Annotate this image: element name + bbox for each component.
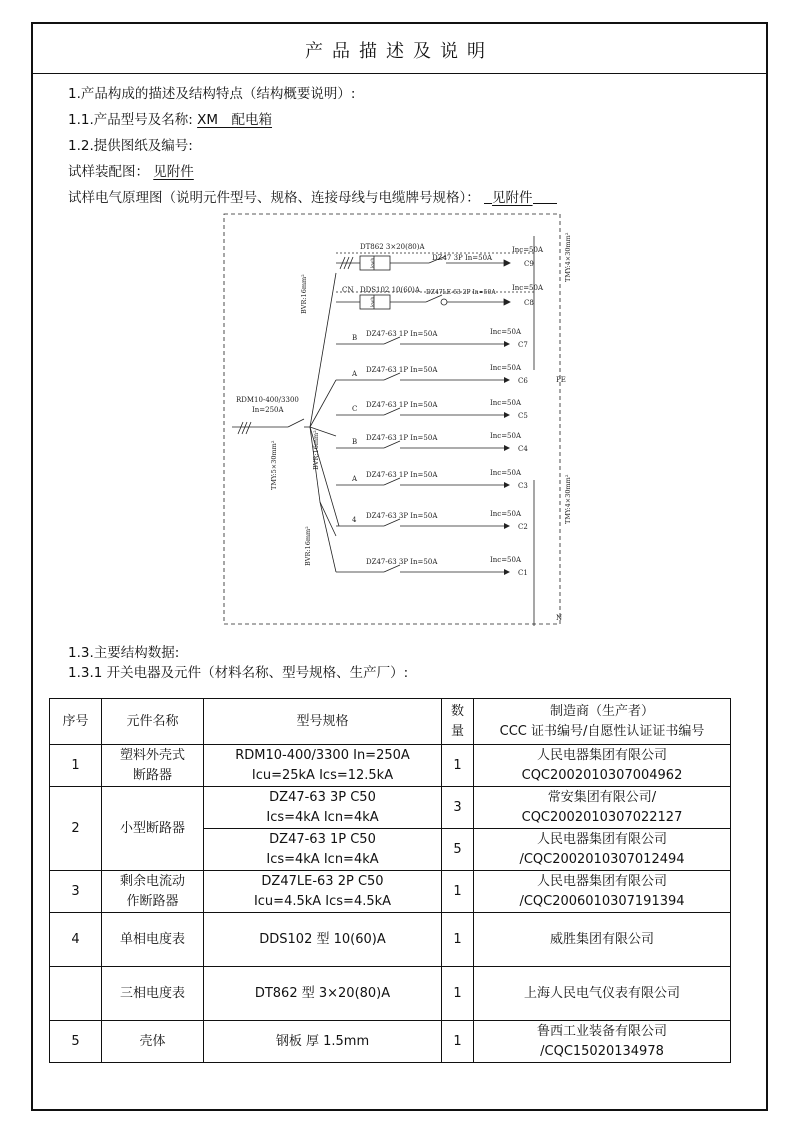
table-row: DZ47-63 1P C50 Ics=4kA Icn=4kA 5 人民电器集团有限公司 /CQC2002010307012494 [50, 829, 731, 871]
circuit-3-phase: C [352, 405, 358, 413]
circuit-1-phase: B [352, 334, 358, 342]
meter-2-phase: CN [342, 286, 354, 294]
circuit-6-phase: 4 [352, 516, 357, 524]
meter-2-label: DDS102 10(60)A [360, 286, 420, 294]
bvr-mid-label: BVR:16mm² [312, 430, 320, 470]
title-bar [33, 24, 766, 74]
circuit-5-phase: A [352, 475, 358, 483]
circuit-2-breaker: DZ47-63 1P In=50A [366, 366, 438, 374]
table-header-row [50, 699, 731, 745]
circuit-5-switch [384, 478, 400, 485]
header-maker: 制造商（生产者） CCC 证书编号/自愿性认证证书编号 [474, 699, 731, 745]
meter-1-unit: kwh [370, 257, 376, 268]
circuit-4-inc: Inc=50A [490, 432, 522, 440]
circuit-7-inc: Inc=50A [490, 556, 522, 564]
circuit-1-switch [384, 337, 400, 344]
table-row: 1 塑料外壳式 断路器 RDM10-400/3300 In=250A Icu=25kA Ics=12.5kA 1 人民电器集团有限公司 CQC2002010307004962 [50, 745, 731, 787]
circuit-2-phase: A [352, 370, 358, 378]
circuit-7-switch [384, 565, 400, 572]
circuit-6-switch [384, 519, 400, 526]
circuit-1-arrow [504, 341, 510, 347]
components-table [49, 698, 731, 1063]
tmy-right-top-label: TMY:4×30mm² [564, 232, 572, 282]
circuit-1-breaker: DZ47-63 1P In=50A [366, 330, 438, 338]
circuit-6-arrow [504, 523, 510, 529]
circuit-5-arrow [504, 482, 510, 488]
assembly-value: 见附件 [153, 164, 194, 180]
header-qty: 数 量 [442, 699, 474, 745]
tmy-right-bot-label: TMY:4×30mm² [564, 474, 572, 524]
circuit-2-switch [384, 373, 400, 380]
circuit-4-breaker: DZ47-63 1P In=50A [366, 434, 438, 442]
page-title: 产品描述及说明 [305, 41, 494, 62]
circuit-5-outlet: C3 [518, 482, 528, 490]
assembly-line [68, 160, 194, 180]
circuit-3-outlet: C5 [518, 412, 528, 420]
circuit-6-outlet: C2 [518, 523, 528, 531]
circuit-4-switch [384, 441, 400, 448]
circuit-4-outlet: C4 [518, 445, 528, 453]
main-breaker-current: In=250A [252, 406, 284, 414]
out-1-label: C9 [524, 260, 534, 268]
circuit-2-outlet: C6 [518, 377, 528, 385]
model-line [68, 108, 272, 128]
circuit-1-outlet: C7 [518, 341, 528, 349]
meter-2-unit: kwh [370, 296, 376, 307]
circuit-4-arrow [504, 445, 510, 451]
circuit-3-inc: Inc=50A [490, 399, 522, 407]
circuit-7-outlet: C1 [518, 569, 528, 577]
table-row: 4 单相电度表 DDS102 型 10(60)A 1 威胜集团有限公司 [50, 913, 731, 967]
circuit-7-arrow [504, 569, 510, 575]
circuit-5-breaker: DZ47-63 1P In=50A [366, 471, 438, 479]
tmy-main-label: TMY:5×30mm² [270, 440, 278, 490]
section-1-3-1-heading: 1.3.1 开关电器及元件（材料名称、型号规格、生产厂）: [68, 665, 409, 681]
header-name: 元件名称 [102, 699, 204, 745]
schematic-value: 见附件 [492, 190, 533, 206]
bvr-top-label: BVR:16mm² [300, 274, 308, 314]
schematic-label: 试样电气原理图（说明元件型号、规格、连接母线与电缆牌号规格）： [68, 190, 480, 206]
table-row: 2 小型断路器 DZ47-63 3P C50 Ics=4kA Icn=4kA 3 常安集团有限公司/ CQC2002010307022127 [50, 787, 731, 829]
header-no: 序号 [50, 699, 102, 745]
bvr-bot-label: BVR:16mm² [304, 526, 312, 566]
out-2-label: C8 [524, 299, 534, 307]
circuit-6-breaker: DZ47-63 3P In=50A [366, 512, 438, 520]
circuit-branches [336, 328, 528, 577]
meter-1-label: DT862 3×20(80)A [360, 243, 425, 251]
table-row: 3 剩余电流动 作断路器 DZ47LE-63 2P C50 Icu=4.5kA Ics=4.5kA 1 人民电器集团有限公司 /CQC2006010307191394 [50, 871, 731, 913]
circuit-2-arrow [504, 377, 510, 383]
circuit-3-breaker: DZ47-63 1P In=50A [366, 401, 438, 409]
inc-1-label: Inc=50A [512, 246, 544, 254]
model-value: XM 配电箱 [197, 112, 273, 128]
main-breaker-label: RDM10-400/3300 [236, 396, 299, 404]
circuit-2-inc: Inc=50A [490, 364, 522, 372]
table-row: 三相电度表 DT862 型 3×20(80)A 1 上海人民电气仪表有限公司 [50, 967, 731, 1021]
breaker-1-label: DZ47 3P In=50A [432, 254, 493, 262]
inc-2-label: Inc=50A [512, 284, 544, 292]
pe-label: PE [556, 376, 566, 384]
table-row: 5 壳体 钢板 厚 1.5mm 1 鲁西工业装备有限公司 /CQC15020134978 [50, 1021, 731, 1063]
circuit-6-inc: Inc=50A [490, 510, 522, 518]
n-label: N [556, 614, 563, 622]
wiring-diagram [194, 190, 572, 626]
circuit-4-phase: B [352, 438, 358, 446]
section-1-heading: 1.产品构成的描述及结构特点（结构概要说明）: [68, 86, 356, 102]
header-spec: 型号规格 [204, 699, 442, 745]
circuit-7-breaker: DZ47-63 3P In=50A [366, 558, 438, 566]
circuit-3-arrow [504, 412, 510, 418]
circuit-3-switch [384, 408, 400, 415]
model-label: 1.1.产品型号及名称: [68, 112, 193, 128]
breaker-2-label: DZ47LE-63 2P In=50A [426, 289, 496, 296]
drawing-label: 1.2.提供图纸及编号: [68, 138, 193, 154]
circuit-1-inc: Inc=50A [490, 328, 522, 336]
section-1-3-heading: 1.3.主要结构数据: [68, 645, 180, 661]
assembly-label: 试样装配图： [68, 164, 149, 180]
circuit-5-inc: Inc=50A [490, 469, 522, 477]
